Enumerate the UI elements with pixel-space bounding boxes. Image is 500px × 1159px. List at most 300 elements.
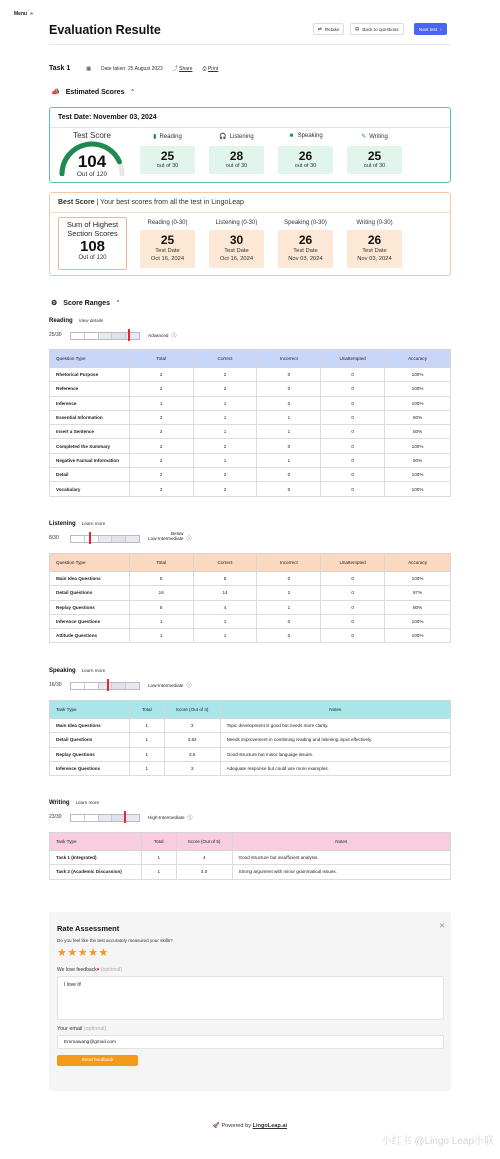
table-cell: 0 (321, 410, 385, 424)
ranges-icon: ⚙ (51, 300, 58, 307)
close-icon[interactable]: ✕ (439, 923, 445, 930)
speaking-name: Speaking (49, 668, 76, 674)
table-row (50, 719, 451, 733)
writing-learn-more-link[interactable]: Learn more (75, 800, 100, 805)
sum-highest-value: 108 (79, 238, 106, 255)
estimated-tile-sub: out of 30 (156, 163, 179, 169)
next-test-button[interactable] (414, 23, 447, 35)
best-tile-date-label: Test Date (155, 248, 180, 254)
column-header: Accuracy (385, 554, 451, 572)
table-cell: 3.82 (164, 733, 220, 747)
sum-highest-box (58, 217, 127, 270)
column-header: Unattempted (321, 350, 385, 368)
table-cell: Rhetorical Purpose (50, 368, 130, 382)
best-score-subtitle: Your best scores from all the test in LingoLeap (100, 199, 244, 206)
table-header-row (50, 833, 451, 851)
table-cell: 2 (129, 410, 193, 424)
best-tile-score: 30 (229, 233, 244, 247)
table-cell: 2 (129, 439, 193, 453)
best-score-tile (140, 230, 195, 268)
feedback-label (57, 967, 122, 973)
range-segment (126, 815, 139, 821)
table-cell: 1 (129, 733, 164, 747)
estimated-tile-sub: out of 30 (225, 163, 248, 169)
menu-button[interactable] (14, 11, 33, 17)
table-cell: 0 (321, 600, 385, 614)
table-cell: 1 (129, 747, 164, 761)
chevron-up-icon: ⌃ (115, 300, 121, 306)
column-header: Incorrect (257, 350, 321, 368)
speaking-level-name: Low-Intermediate (148, 683, 184, 688)
range-segment (85, 815, 99, 821)
estimated-tile-label (140, 133, 195, 140)
writing-name: Writing (49, 800, 70, 806)
writing-level-name: High-Intermediate (148, 815, 185, 820)
chevron-up-icon: ⌃ (130, 89, 135, 95)
table-cell: 0 (257, 614, 321, 628)
table-cell: 3 (164, 719, 220, 733)
column-header: Unattempted (321, 554, 385, 572)
column-header: Notes (232, 833, 450, 851)
table-cell: 0 (257, 572, 321, 586)
info-icon[interactable]: ⓘ (171, 333, 177, 339)
reading-level (148, 332, 176, 339)
table-cell: 100% (385, 482, 451, 496)
star-icon[interactable]: ★ (98, 947, 109, 959)
score-ranges-title: Score Ranges (63, 299, 110, 307)
table-row (50, 572, 451, 586)
estimated-tile-score: 25 (160, 149, 175, 163)
table-cell: 4 (176, 851, 232, 865)
estimated-tile-name: Listening (229, 133, 254, 140)
table-row (50, 629, 451, 643)
table-cell: 0 (321, 614, 385, 628)
swap-icon: ⇄ (318, 26, 322, 31)
powered-by-label: Powered by (221, 1123, 251, 1129)
table-row (50, 453, 451, 467)
table-cell: Completed the Summary (50, 439, 130, 453)
reading-breakdown-table (49, 349, 451, 497)
estimated-tile-sub: out of 30 (363, 163, 386, 169)
column-header: Task Type (50, 701, 130, 719)
column-header: Question Type (50, 350, 130, 368)
table-cell: 100% (385, 468, 451, 482)
retake-button[interactable] (313, 23, 344, 35)
date-taken (101, 66, 163, 72)
table-cell: 4.0 (176, 865, 232, 879)
table-cell: Topic development is good but needs more clarity. (220, 719, 450, 733)
table-row (50, 733, 451, 747)
table-cell: 3.5 (164, 747, 220, 761)
column-header: Task Type (50, 833, 142, 851)
send-feedback-button[interactable]: Send feedback (57, 1055, 138, 1066)
estimated-tile-score: 25 (367, 149, 382, 163)
table-cell: 100% (385, 368, 451, 382)
table-cell: 0 (321, 453, 385, 467)
reading-level-name: Advanced (148, 333, 169, 338)
table-cell: 100% (385, 629, 451, 643)
best-score-title: Best Score (58, 199, 95, 206)
calendar-icon: ▦ (86, 65, 92, 72)
table-cell: 2 (129, 382, 193, 396)
best-tile-label: Listening (0-30) (215, 220, 258, 226)
estimated-scores-title: Estimated Scores (65, 88, 125, 96)
reading-score-marker (128, 329, 130, 341)
estimated-tile-name: Speaking (297, 133, 323, 139)
speaking-breakdown-table (49, 700, 451, 776)
info-icon[interactable]: ⓘ (186, 536, 192, 542)
estimated-tile-name: Writing (369, 133, 388, 140)
column-header: Correct (193, 554, 257, 572)
listening-score-marker (89, 532, 91, 544)
best-score-heading: Best Score | Your best scores from all the test in LingoLeap (50, 193, 450, 213)
table-cell: 1 (257, 410, 321, 424)
table-cell: Good structure but insufficient analysis. (232, 851, 450, 865)
divider (49, 44, 451, 45)
heart-icon: ♥ (96, 967, 100, 973)
table-cell: 0 (257, 468, 321, 482)
table-cell: 0 (257, 482, 321, 496)
table-row (50, 851, 451, 865)
optional-label: (optional) (83, 1026, 107, 1032)
table-row (50, 482, 451, 496)
table-row (50, 468, 451, 482)
star-rating[interactable] (57, 946, 109, 959)
table-cell: 1 (193, 425, 257, 439)
table-header-row (50, 701, 451, 719)
table-cell: 1 (129, 614, 193, 628)
column-header: Score (Out of 4) (164, 701, 220, 719)
table-cell: 4 (193, 600, 257, 614)
best-tile-date-label: Test Date (362, 248, 387, 254)
writing-score: 23/30 (49, 814, 62, 820)
table-cell: 16 (129, 586, 193, 600)
table-cell: Essential Information (50, 410, 130, 424)
writing-level (148, 814, 193, 821)
speaking-score: 16/30 (49, 682, 62, 688)
table-cell: 0 (321, 382, 385, 396)
table-cell: Insert a Sentence (50, 425, 130, 439)
estimated-scores-toggle[interactable] (51, 88, 135, 96)
watermark: 小红书 @Lingo Leap小联 (381, 1136, 494, 1147)
writing-score-marker (124, 811, 126, 823)
range-segment (85, 683, 99, 689)
table-row (50, 865, 451, 879)
table-cell: 2 (129, 468, 193, 482)
table-cell: Needs improvement in combining reading and listening input effectively. (220, 733, 450, 747)
estimated-score-tile (140, 146, 195, 174)
table-row (50, 396, 451, 410)
table-cell: Vocabulary (50, 482, 130, 496)
next-label: Next test (419, 26, 438, 32)
total-score-value: 104 (77, 152, 107, 171)
table-cell: 1 (193, 396, 257, 410)
table-cell: 0 (321, 629, 385, 643)
total-score-gauge (56, 131, 128, 178)
table-cell: Detail Questions (50, 586, 130, 600)
table-cell: 1 (129, 761, 164, 775)
table-cell: 1 (257, 453, 321, 467)
table-cell: Reference (50, 382, 130, 396)
speaking-section-title (49, 668, 105, 674)
table-cell: 0 (321, 439, 385, 453)
range-segment (112, 333, 126, 339)
test-date-heading: Test Date: November 03, 2024 (50, 108, 450, 128)
star-icon[interactable]: ★ (57, 947, 68, 959)
back-to-questions-button[interactable] (350, 23, 404, 35)
best-score-card (49, 192, 451, 276)
table-cell: 1 (193, 629, 257, 643)
reading-learn-more-link[interactable]: View details (78, 318, 104, 323)
column-header: Correct (193, 350, 257, 368)
star-icon[interactable]: ★ (77, 947, 89, 959)
table-cell: 50% (385, 453, 451, 467)
range-segment (99, 815, 113, 821)
sum-highest-label: Sum of Highest Section Scores (66, 220, 119, 238)
listening-level-text (148, 531, 184, 542)
table-cell: Replay Questions (50, 747, 130, 761)
range-segment (126, 683, 139, 689)
estimated-score-tile (209, 146, 264, 174)
rate-assessment-panel (49, 912, 451, 1091)
table-cell: 0 (321, 396, 385, 410)
brand-link[interactable]: LingoLeap.ai (252, 1123, 288, 1129)
table-cell: 2 (193, 439, 257, 453)
table-cell: 50% (385, 425, 451, 439)
table-cell: 0 (257, 396, 321, 410)
table-cell: 0 (321, 586, 385, 600)
best-tile-date: Oct 16, 2024 (219, 256, 254, 262)
table-row (50, 614, 451, 628)
table-cell: 80% (385, 600, 451, 614)
rocket-icon: 🚀 (212, 1123, 220, 1129)
column-header: Total (129, 554, 193, 572)
estimated-score-tile (347, 146, 402, 174)
best-tile-date-label: Test Date (224, 248, 249, 254)
share-link[interactable]: ⤴ Share (172, 66, 193, 72)
range-segment (71, 333, 85, 339)
star-icon[interactable]: ★ (67, 947, 78, 959)
column-header: Total (129, 350, 193, 368)
estimated-tile-label (278, 133, 333, 139)
table-cell: 0 (321, 368, 385, 382)
best-tile-score: 26 (298, 233, 313, 247)
table-cell: 2 (193, 468, 257, 482)
listening-section-title (49, 521, 105, 527)
table-cell: Replay Questions (50, 600, 130, 614)
total-score-label: Test Score (73, 131, 111, 140)
listening-level (148, 530, 192, 542)
column-header: Total (129, 701, 164, 719)
table-header-row (50, 554, 451, 572)
range-segment (126, 536, 139, 542)
reading-name: Reading (49, 318, 73, 324)
estimated-tile-sub: out of 30 (294, 163, 317, 169)
print-label: Print (207, 65, 219, 72)
feedback-label-text: We love feedback (57, 967, 97, 973)
table-cell: Main Idea Questions (50, 572, 130, 586)
print-link[interactable]: ⎙ Print (202, 65, 219, 72)
column-header: Score (Out of 5) (176, 833, 232, 851)
table-cell: Adequate response but could use more examples. (220, 761, 450, 775)
table-cell: 0 (257, 629, 321, 643)
table-cell: 87% (385, 586, 451, 600)
estimated-scores-card (49, 107, 451, 183)
rate-question: Do you feel like the test accurately measured your skills? (57, 938, 173, 943)
range-segment (85, 333, 99, 339)
table-cell: 2 (193, 368, 257, 382)
table-cell: Inference Questions (50, 614, 130, 628)
range-segment (99, 333, 113, 339)
best-tile-date: Oct 16, 2024 (150, 256, 185, 262)
table-cell: 0 (257, 382, 321, 396)
best-tile-score: 26 (367, 233, 382, 247)
best-score-tile (278, 230, 333, 268)
table-cell: 100% (385, 382, 451, 396)
table-row (50, 382, 451, 396)
table-cell: 1 (129, 629, 193, 643)
score-ranges-toggle[interactable] (51, 299, 120, 307)
megaphone-icon: 📣 (51, 89, 60, 96)
table-header-row (50, 350, 451, 368)
table-row (50, 425, 451, 439)
headphones-icon: 🎧 (219, 134, 227, 140)
info-icon[interactable]: ⓘ (186, 683, 192, 689)
listening-range-bar (70, 535, 140, 543)
range-segment (99, 683, 113, 689)
table-cell: Inference (50, 396, 130, 410)
listening-learn-more-link[interactable]: Learn more (81, 521, 106, 526)
estimated-tile-label (209, 133, 264, 140)
speaking-learn-more-link[interactable]: Learn more (81, 668, 106, 673)
table-cell: 100% (385, 439, 451, 453)
estimated-tile-name: Reading (159, 133, 182, 140)
chevron-right-icon: › (440, 26, 442, 32)
table-cell: 2 (257, 586, 321, 600)
best-score-tile (209, 230, 264, 268)
optional-label: (optional) (101, 967, 122, 973)
best-tile-date: Nov 03, 2024 (357, 256, 392, 262)
table-cell: 2 (129, 482, 193, 496)
table-cell: Attitude Questions (50, 629, 130, 643)
book-icon: ▮ (153, 134, 157, 140)
listening-score: 8/30 (49, 535, 59, 541)
info-icon[interactable]: ⓘ (187, 815, 193, 821)
table-row (50, 410, 451, 424)
estimated-tile-label (347, 133, 402, 140)
email-label-text: Your email (57, 1026, 83, 1032)
best-tile-label: Writing (0-30) (356, 220, 393, 226)
table-row (50, 586, 451, 600)
table-cell: Task 2 (Academic Discussion) (50, 865, 142, 879)
date-taken-value: 25 August 2023 (127, 65, 163, 72)
menu-label: Menu (14, 11, 28, 17)
range-segment (99, 536, 113, 542)
speaking-icon: ☻ (288, 133, 295, 139)
table-cell: 2 (129, 453, 193, 467)
listening-level-top: Below (170, 530, 184, 536)
speaking-range-bar (70, 682, 140, 690)
table-cell: 5 (129, 600, 193, 614)
table-cell: 0 (321, 482, 385, 496)
table-cell: Good structure but minor language issues. (220, 747, 450, 761)
email-label (57, 1026, 106, 1032)
best-tile-score: 25 (160, 233, 175, 247)
task-row (49, 65, 218, 72)
column-header: Accuracy (385, 350, 451, 368)
table-cell: 3 (164, 761, 220, 775)
estimated-tile-score: 26 (298, 149, 313, 163)
column-header: Total (141, 833, 176, 851)
best-score-tile (347, 230, 402, 268)
best-tile-date: Nov 03, 2024 (288, 256, 323, 262)
range-segment (71, 683, 85, 689)
table-cell: Detail (50, 468, 130, 482)
document-icon: ▤ (355, 26, 360, 31)
table-cell: 1 (193, 410, 257, 424)
speaking-score-marker (107, 679, 109, 691)
sum-highest-sub: Out of 120 (78, 255, 107, 261)
listening-breakdown-table (49, 553, 451, 643)
powered-by (0, 1123, 500, 1129)
star-icon[interactable]: ★ (88, 947, 99, 959)
table-cell: 0 (321, 425, 385, 439)
table-cell: 1 (129, 719, 164, 733)
table-cell: 2 (129, 425, 193, 439)
range-segment (71, 536, 85, 542)
table-cell: 1 (193, 614, 257, 628)
table-cell: 1 (193, 453, 257, 467)
page-title: Evaluation Resulte (49, 23, 161, 37)
retake-label: Retake (324, 26, 340, 32)
column-header: Question Type (50, 554, 130, 572)
table-cell: 5 (193, 572, 257, 586)
column-header: Incorrect (257, 554, 321, 572)
rate-title: Rate Assessment (57, 924, 120, 933)
reading-section-title (49, 318, 103, 324)
writing-section-title (49, 800, 99, 806)
table-cell: 100% (385, 396, 451, 410)
table-cell: Main Idea Questions (50, 719, 130, 733)
reading-score: 25/30 (49, 332, 62, 338)
date-taken-label: Date taken: (101, 65, 127, 72)
table-row (50, 600, 451, 614)
listening-level-name: Low-Intermediate (148, 536, 184, 541)
table-row (50, 368, 451, 382)
best-tile-date-label: Test Date (293, 248, 318, 254)
table-cell: 0 (321, 468, 385, 482)
table-cell: 1 (141, 851, 176, 865)
best-tile-label: Speaking (0-30) (284, 220, 327, 226)
total-score-sub: Out of 120 (76, 171, 108, 178)
table-row (50, 439, 451, 453)
table-row (50, 747, 451, 761)
best-tile-label: Reading (0-30) (147, 220, 188, 226)
column-header: Notes (220, 701, 450, 719)
table-cell: 0 (321, 572, 385, 586)
table-cell: 100% (385, 614, 451, 628)
listening-name: Listening (49, 521, 76, 527)
email-input[interactable]: Emmawang@gmail.com (57, 1035, 444, 1049)
table-cell: Task 1 (Integrated) (50, 851, 142, 865)
table-cell: Detail Questions (50, 733, 130, 747)
task-label: Task 1 (49, 65, 71, 72)
chevron-double-right-icon: » (30, 11, 33, 17)
range-segment (85, 536, 99, 542)
table-cell: 14 (193, 586, 257, 600)
estimated-tile-score: 28 (229, 149, 244, 163)
feedback-textarea[interactable]: I love it! (57, 976, 444, 1020)
